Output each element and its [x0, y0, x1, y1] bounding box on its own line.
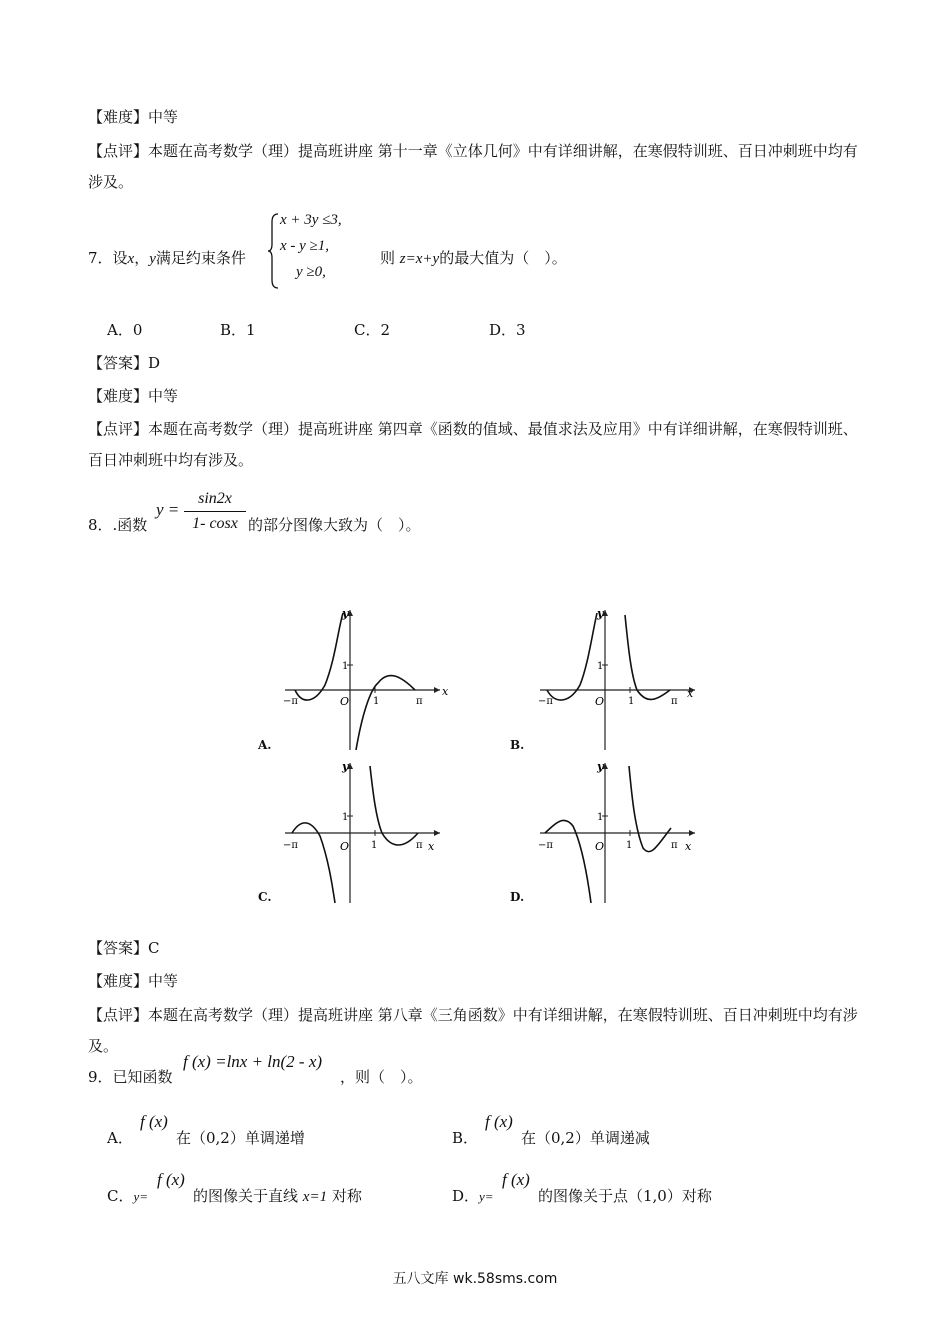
left-brace-icon: [268, 212, 280, 290]
graph-d-o: O: [595, 840, 605, 853]
graph-b: [535, 605, 705, 755]
q9-option-a-text: 在（0,2）单调递增: [176, 1129, 305, 1147]
q7-option-b: B．1: [220, 321, 256, 339]
q6-difficulty: 【难度】中等: [88, 108, 179, 126]
q9-option-b-text: 在（0,2）单调递减: [521, 1129, 650, 1147]
graph-a-o: O: [340, 695, 350, 708]
q7-constraint-1: x + 3y ≤3,: [280, 212, 342, 228]
q7-stem: [88, 247, 246, 270]
q7-answer: 【答案】D: [88, 354, 161, 372]
q9-option-a-fx: f (x): [140, 1112, 168, 1131]
q9-option-b-fx: f (x): [485, 1112, 513, 1131]
graph-c-x: x: [428, 840, 435, 853]
graph-c-negpi: −π: [283, 840, 298, 851]
q9-option-d-label: D．: [452, 1187, 480, 1205]
graph-label-a: A.: [258, 738, 272, 752]
q8-denominator: 1- cosx: [192, 515, 238, 532]
q8-lhs: y =: [156, 500, 180, 519]
graph-b-y: y: [597, 607, 604, 620]
graph-c-y: y: [342, 760, 349, 773]
graph-c-pi: π: [416, 840, 423, 851]
q7-sep: ，: [134, 249, 150, 267]
q6-comment: 【点评】本题在高考数学（理）提高班讲座 第十一章《立体几何》中有详细讲解，在寒假特训班、百日冲刺班中均有涉及。: [88, 142, 858, 191]
graph-b-x: x: [687, 687, 694, 700]
graph-c: [280, 758, 450, 908]
q7-difficulty: 【难度】中等: [88, 387, 179, 405]
q7-tail: 的最大值为（ ）。: [439, 249, 567, 267]
graph-c-one-x: 1: [371, 840, 378, 851]
q7-option-a: A．0: [107, 321, 143, 339]
graph-label-c: C.: [258, 890, 272, 904]
q7-prefix: 7．设: [88, 249, 128, 267]
graph-label-d: D.: [510, 890, 525, 904]
fraction-bar: [184, 511, 246, 512]
q8-answer: 【答案】C: [88, 939, 160, 957]
graph-a-negpi: −π: [283, 696, 298, 707]
graph-a-one-x: 1: [373, 696, 380, 707]
q7-comment: 【点评】本题在高考数学（理）提高班讲座 第四章《函数的值域、最值求法及应用》中有详细讲解，在寒假特训班、百日冲刺班中均有涉及。: [88, 420, 858, 469]
graph-d-one-x: 1: [626, 840, 633, 851]
graph-label-b: B.: [510, 738, 525, 752]
q8-difficulty: 【难度】中等: [88, 972, 179, 990]
q8-prefix: 8．.函数: [88, 516, 148, 534]
q9-option-c-end: 对称: [331, 1187, 362, 1205]
footer-watermark: 五八文库 wk.58sms.com: [392, 1271, 558, 1287]
graph-a: [280, 605, 450, 755]
graph-a-pi: π: [416, 696, 423, 707]
graph-d-x: x: [685, 840, 692, 853]
q9-option-d-y: y=: [479, 1189, 494, 1204]
graph-a-y: y: [342, 607, 349, 620]
graph-b-o: O: [595, 695, 605, 708]
q8-fraction: [184, 488, 246, 535]
q9-option-c-label: C．: [107, 1187, 134, 1205]
graph-a-x: x: [442, 685, 449, 698]
q7-constraint-system: [268, 212, 378, 290]
q7-constraint-2: x - y ≥1,: [280, 238, 330, 254]
graph-b-pi: π: [671, 696, 678, 707]
q9-option-a-label: A．: [107, 1129, 133, 1147]
q9-option-b: [452, 1127, 478, 1148]
q7-objective: z=x+y: [399, 251, 440, 267]
graph-a-one-y: 1: [342, 661, 349, 672]
q9-option-b-label: B．: [452, 1129, 479, 1147]
graph-c-one-y: 1: [342, 812, 349, 823]
q9-option-d: [452, 1185, 494, 1206]
graph-b-negpi: −π: [538, 696, 553, 707]
q9-option-c-text: [193, 1185, 362, 1206]
q7-mid: 满足约束条件: [155, 249, 246, 267]
q9-formula: f (x) =lnx + ln(2 - x): [183, 1052, 323, 1071]
q7-then: 则: [380, 249, 396, 267]
q8-comment: 【点评】本题在高考数学（理）提高班讲座 第八章《三角函数》中有详细讲解，在寒假特训班、百日冲刺班中均有涉及。: [88, 1006, 858, 1055]
q9-stem: [88, 1066, 173, 1088]
graph-c-o: O: [340, 840, 350, 853]
q9-option-c-y: y=: [133, 1189, 149, 1204]
graph-b-one-x: 1: [628, 696, 635, 707]
q9-option-a: [107, 1127, 133, 1148]
graph-d: [535, 758, 705, 908]
q7-constraint-3: y ≥0,: [296, 264, 326, 280]
q9-option-c: [107, 1185, 148, 1206]
q9-prefix: 9．已知函数: [88, 1068, 173, 1086]
q9-option-c-fx: f (x): [157, 1170, 185, 1189]
q7-var-x: x: [127, 251, 135, 267]
q9-tail: ，则（ ）。: [340, 1068, 423, 1086]
q7-stem-tail: [380, 247, 567, 270]
q8-numerator: sin2x: [198, 490, 232, 507]
q9-option-c-desc: 的图像关于直线: [193, 1187, 299, 1205]
graph-d-pi: π: [671, 840, 678, 851]
q7-var-y: y: [149, 251, 156, 267]
q9-option-c-line: x=1: [302, 1189, 328, 1205]
q8-tail: 的部分图像大致为（ ）。: [248, 516, 421, 534]
graph-d-one-y: 1: [597, 812, 604, 823]
graph-d-y: y: [597, 760, 604, 773]
graph-d-negpi: −π: [538, 840, 553, 851]
q9-option-d-fx: f (x): [502, 1170, 530, 1189]
q9-option-d-text: 的图像关于点（1,0）对称: [538, 1187, 712, 1205]
q7-option-d: D．3: [489, 321, 526, 339]
graph-b-one-y: 1: [597, 661, 604, 672]
q7-option-c: C．2: [354, 321, 391, 339]
